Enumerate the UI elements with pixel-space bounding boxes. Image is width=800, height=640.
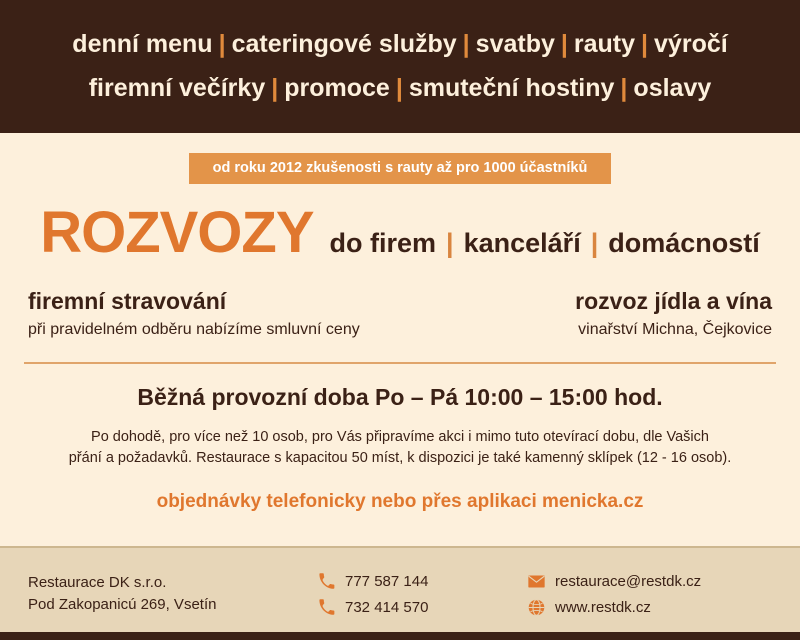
header-item-denni-menu: denní menu: [72, 30, 213, 58]
header-separator: |: [218, 30, 226, 58]
header-item-rauty: rauty: [573, 30, 636, 58]
header-separator: |: [620, 74, 628, 102]
header-banner: [0, 0, 800, 133]
footer-phone-2[interactable]: [318, 599, 528, 616]
rozvozy-item-kancelare: kanceláří: [463, 228, 581, 258]
delivery-headline: [0, 200, 800, 265]
ribbon-container: [0, 153, 800, 184]
footer-website-url: www.restdk.cz: [555, 598, 651, 616]
service-company-catering: [28, 288, 360, 340]
header-separator: |: [395, 74, 403, 102]
rozvozy-separator: |: [446, 228, 454, 258]
footer-street: Pod Zakopanicú 269, Vsetín: [28, 596, 217, 613]
phone-icon: [318, 599, 335, 616]
header-item-vyroci: výročí: [654, 30, 728, 58]
footer-phone-1-number: 777 587 144: [345, 572, 429, 590]
mail-icon: [528, 573, 545, 590]
header-separator: |: [560, 30, 568, 58]
header-item-oslavy: oslavy: [633, 74, 712, 102]
header-item-smutecni-hostiny: smuteční hostiny: [408, 74, 615, 102]
service-left-title: firemní stravování: [28, 288, 227, 314]
footer-phone-2-number: 732 414 570: [345, 598, 429, 616]
footer-website[interactable]: [528, 599, 701, 616]
footer-phones: [318, 573, 528, 616]
footer-email[interactable]: [528, 573, 701, 590]
footer-contact-bar: [0, 546, 800, 640]
footer-online: [528, 573, 701, 616]
header-item-promoce: promoce: [284, 74, 390, 102]
header-item-catering: cateringové služby: [231, 30, 457, 58]
footer-phone-1[interactable]: [318, 573, 528, 590]
service-left-desc: při pravidelném odběru nabízíme smluvní ceny: [28, 321, 360, 339]
service-food-wine-delivery: [575, 288, 772, 340]
header-item-firemni-vecirky: firemní večírky: [88, 74, 266, 102]
header-separator: |: [641, 30, 649, 58]
bottom-strip: [0, 632, 800, 640]
booking-note: [30, 427, 770, 469]
header-services-row-1: [0, 22, 800, 66]
footer-address: [28, 572, 318, 617]
rozvozy-targets: [330, 230, 760, 257]
header-separator: |: [462, 30, 470, 58]
services-columns: [0, 262, 800, 340]
header-separator: |: [271, 74, 279, 102]
footer-email-address: restaurace@restdk.cz: [555, 572, 702, 590]
service-right-desc: vinařství Michna, Čejkovice: [578, 321, 772, 339]
section-divider: [24, 362, 776, 364]
rozvozy-item-domacnosti: domácností: [608, 228, 760, 258]
globe-icon: [528, 599, 545, 616]
experience-ribbon: od roku 2012 zkušenosti s rauty až pro 1000 účastníků: [189, 153, 612, 184]
rozvozy-item-firmy: do firem: [329, 228, 437, 258]
booking-note-line-2: přání a požadavků. Restaurace s kapacitou 50 míst, k dispozici je také kamenný sklípek (12 - 16 osob).: [68, 449, 732, 466]
header-item-svatby: svatby: [475, 30, 555, 58]
booking-note-line-1: Po dohodě, pro více než 10 osob, pro Vás připravíme akci i mimo tuto otevírací dobu, dle Vašich: [91, 428, 709, 445]
opening-hours: Běžná provozní doba Po – Pá 10:00 – 15:00 hod.: [137, 383, 663, 410]
header-services-row-2: [0, 66, 800, 110]
service-right-title: rozvoz jídla a vína: [575, 288, 772, 314]
rozvozy-title: ROZVOZY: [40, 200, 314, 265]
phone-icon: [318, 573, 335, 590]
rozvozy-separator: |: [590, 228, 599, 258]
footer-company-name: Restaurace DK s.r.o.: [28, 573, 167, 591]
orders-callout: objednávky telefonicky nebo přes aplikaci menicka.cz: [156, 490, 644, 512]
